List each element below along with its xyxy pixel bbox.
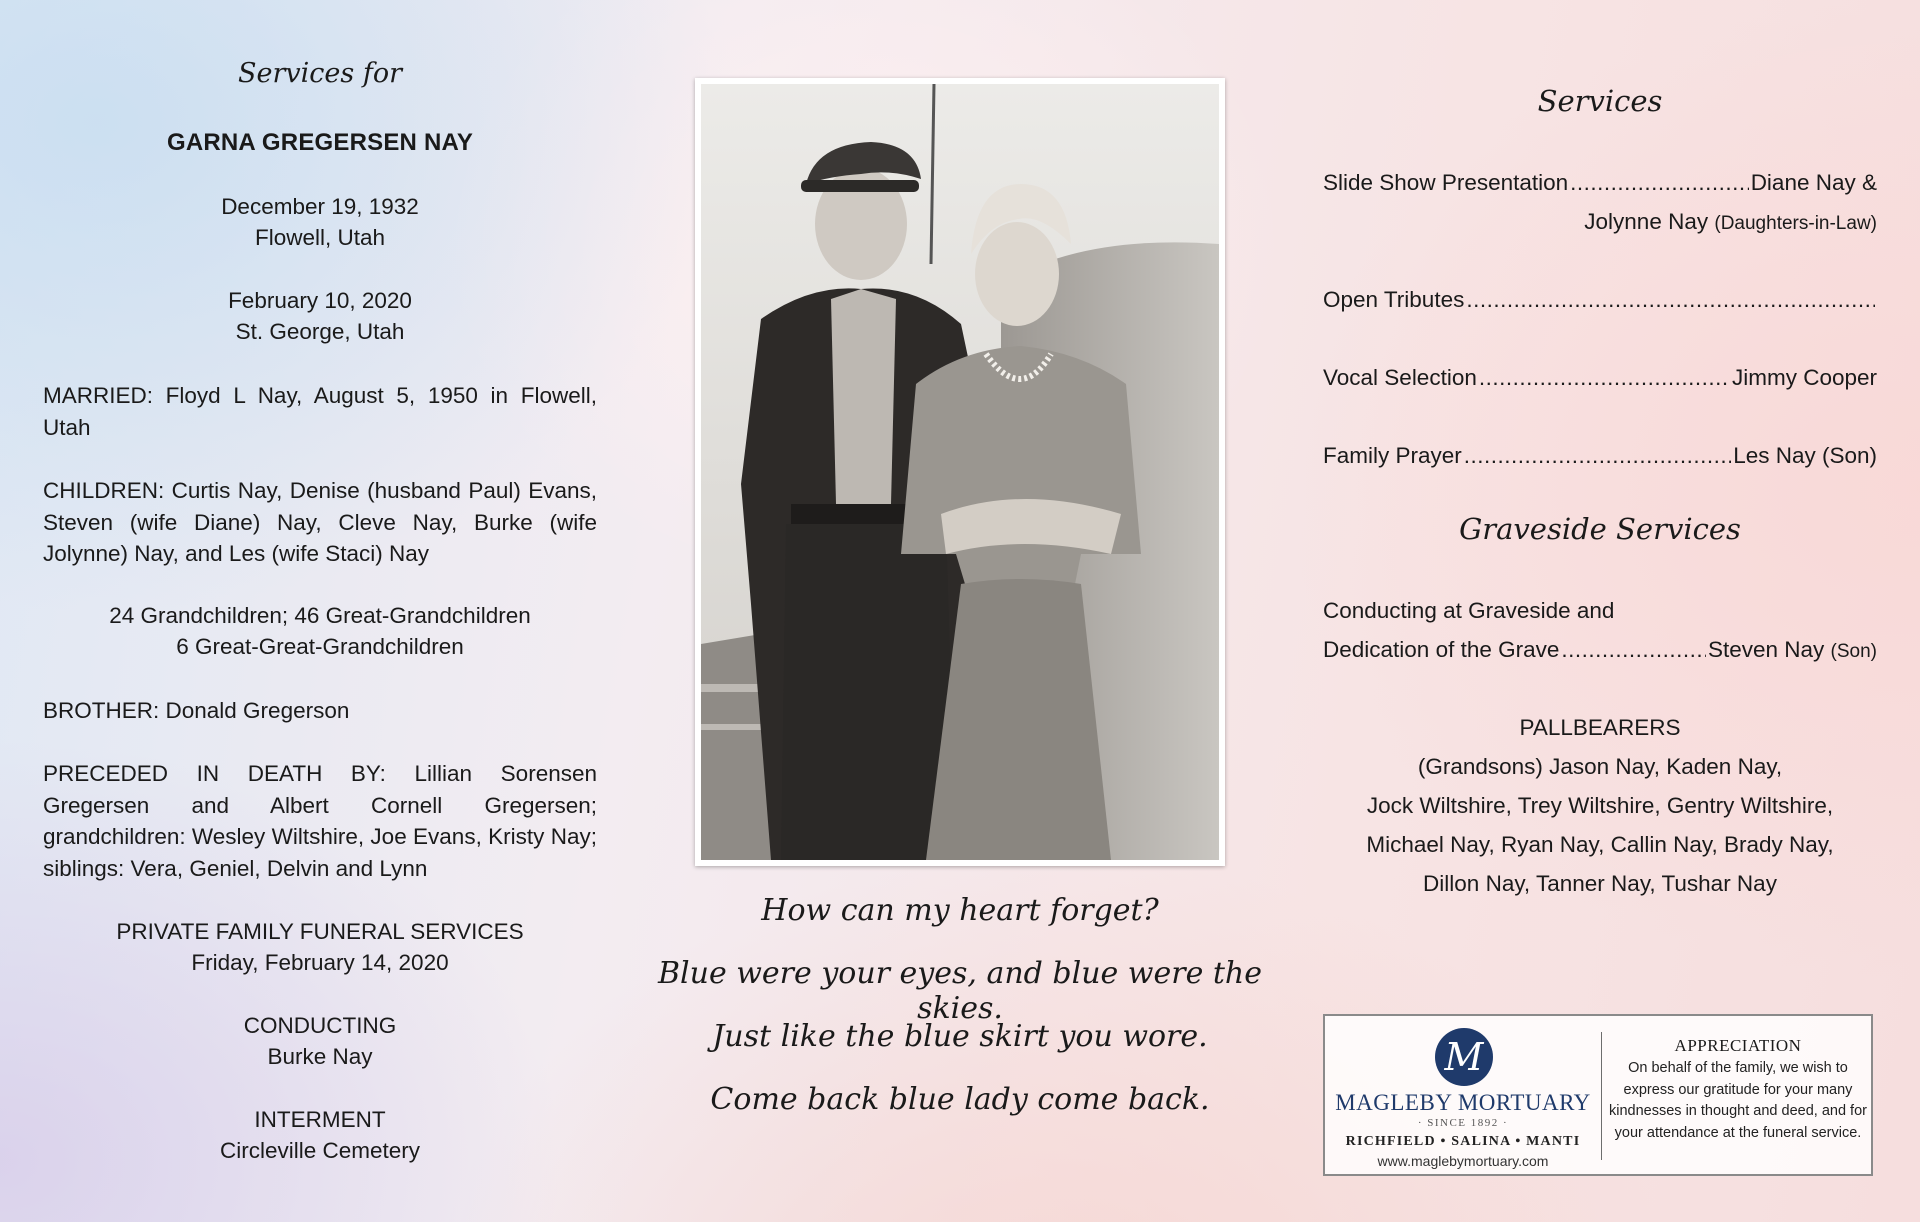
appreciation-text: On behalf of the family, we wish to express our gratitude for your many kindnesses in thought and deed, and for your attendance at the funeral service. [1609, 1060, 1867, 1141]
conducting-name: Burke Nay [267, 1044, 373, 1069]
slideshow-relation: (Daughters-in-Law) [1714, 213, 1877, 234]
mortuary-website: www.maglebymortuary.com [1377, 1153, 1549, 1169]
services-heading: Services [1537, 84, 1663, 118]
program-item-vocal-selection [1323, 365, 1877, 391]
pallbearers-line-4: Dillon Nay, Tanner Nay, Tushar Nay [1423, 871, 1777, 896]
mortuary-towns: RICHFIELD • SALINA • MANTI [1345, 1134, 1581, 1149]
appreciation-title: APPRECIATION [1674, 1036, 1802, 1055]
brother-info: BROTHER: Donald Gregerson [43, 698, 350, 723]
slideshow-continued-name: Jolynne Nay [1584, 209, 1709, 234]
married-info: MARRIED: Floyd L Nay, August 5, 1950 in Flowell, Utah [43, 383, 597, 440]
funeral-date: Friday, February 14, 2020 [191, 950, 449, 975]
program-item-slideshow-continued [1323, 209, 1877, 235]
birth-place: Flowell, Utah [254, 225, 386, 250]
interment-label: INTERMENT [254, 1107, 386, 1132]
funeral-label: PRIVATE FAMILY FUNERAL SERVICES [116, 919, 524, 944]
grandchildren-line-2: 6 Great-Great-Grandchildren [176, 634, 464, 659]
poem-line-2: Blue were your eyes, and blue were the skies. [658, 956, 1262, 1026]
dot-leader [1561, 637, 1706, 663]
poem-line-1: How can my heart forget? [761, 893, 1159, 928]
graveside-relation: (Son) [1830, 641, 1877, 662]
conducting-label: CONDUCTING [243, 1013, 397, 1038]
poem-line-4: Come back blue lady come back. [710, 1082, 1210, 1117]
program-item-person: Les Nay (Son) [1733, 443, 1877, 468]
services-for-heading: Services for [238, 58, 402, 89]
couple-photo [701, 84, 1219, 860]
death-place: St. George, Utah [235, 319, 405, 344]
deceased-name: GARNA GREGERSEN NAY [166, 129, 474, 156]
graveside-line-1: Conducting at Graveside and [1323, 598, 1615, 623]
pallbearers-line-1: (Grandsons) Jason Nay, Kaden Nay, [1417, 754, 1783, 779]
program-item-label: Slide Show Presentation [1323, 170, 1569, 195]
program-item-label: Family Prayer [1323, 443, 1462, 468]
mortuary-logo: M [1435, 1028, 1493, 1086]
program-item-person: Jimmy Cooper [1731, 365, 1877, 390]
dot-leader [1466, 287, 1875, 313]
graveside-dedication [1323, 637, 1877, 663]
interment-place: Circleville Cemetery [219, 1138, 421, 1163]
program-item-label: Open Tributes [1323, 287, 1465, 312]
children-info: CHILDREN: Curtis Nay, Denise (husband Paul) Evans, Steven (wife Diane) Nay, Cleve Nay, Burke (wife Jolynne) Nay, and Les (wife Staci) Nay [43, 478, 597, 566]
program-item-slideshow [1323, 170, 1877, 196]
birth-date: December 19, 1932 [221, 194, 419, 219]
pallbearers-line-3: Michael Nay, Ryan Nay, Callin Nay, Brady Nay, [1366, 832, 1834, 857]
dot-leader [1464, 443, 1731, 469]
appreciation-divider [1601, 1032, 1602, 1160]
appreciation-box [1323, 1014, 1873, 1176]
graveside-item-label: Dedication of the Grave [1323, 637, 1560, 662]
poem-line-3: Just like the blue skirt you wore. [712, 1019, 1208, 1054]
mortuary-name: MAGLEBY MORTUARY [1335, 1090, 1591, 1115]
program-item-person: Diane Nay & [1750, 170, 1877, 195]
grandchildren-line-1: 24 Grandchildren; 46 Great-Grandchildren [109, 603, 531, 628]
graveside-heading: Graveside Services [1459, 512, 1741, 546]
program-item-label: Vocal Selection [1323, 365, 1477, 390]
program-item-family-prayer [1323, 443, 1877, 469]
death-date: February 10, 2020 [228, 288, 412, 313]
preceded-info: PRECEDED IN DEATH BY: Lillian Sorensen Gregersen and Albert Cornell Gregersen; grandchildren: Wesley Wiltshire, Joe Evans, Kristy Nay; siblings: Vera, Geniel, Delvin and Lynn [43, 761, 597, 881]
pallbearers-line-2: Jock Wiltshire, Trey Wiltshire, Gentry Wiltshire, [1366, 793, 1834, 818]
mortuary-since: · SINCE 1892 · [1417, 1117, 1509, 1129]
couple-photo-frame [695, 78, 1225, 866]
graveside-person: Steven Nay [1707, 637, 1825, 662]
pallbearers-label: PALLBEARERS [1519, 715, 1681, 740]
program-item-open-tributes [1323, 287, 1877, 313]
dot-leader [1479, 365, 1730, 391]
dot-leader [1570, 170, 1749, 196]
couple-photo-illustration [701, 84, 1219, 860]
